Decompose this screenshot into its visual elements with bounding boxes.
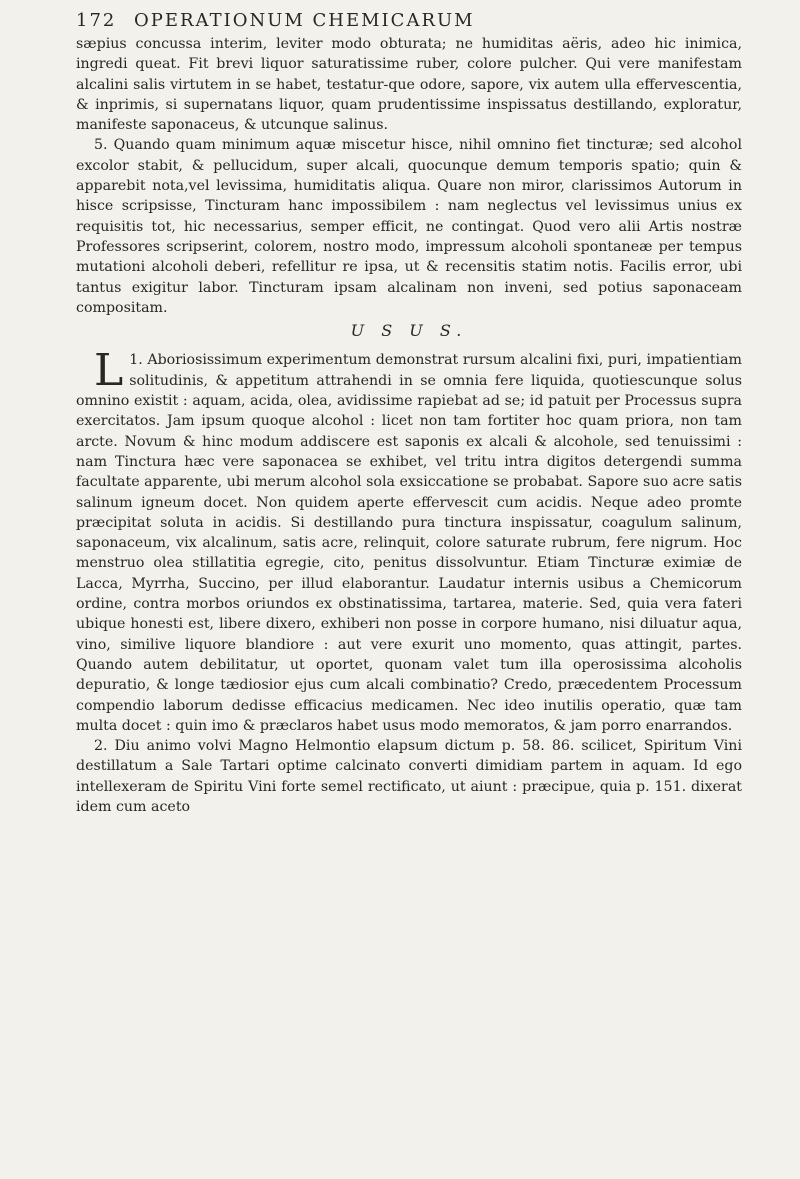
running-title: OPERATIONUM CHEMICARUM [134,10,475,31]
section-heading-usus: U S U S. [350,321,468,341]
paragraph-2: 2. Diu animo volvi Magno Helmontio elapsum dictum p. 58. 86. scilicet, Spiritum Vini destillatum a Sale Tartari optime calcinato converti dimidiam partem in aquam. Id ego intellexeram de Spiritu Vini forte semel rectificato, ut aiunt : præcipue, quia p. 151. dixerat idem cum aceto [76,738,742,815]
page-number: 172 [76,10,117,31]
running-header [76,10,742,34]
paragraph-5: 5. Quando quam minimum aquæ miscetur hisce, nihil omnino fiet tincturæ; sed alcohol excolor stabit, & pellucidum, super alcali, quocunque demum temporis spatio; quin & apparebit nota,vel levissima, humiditatis aliqua. Quare non miror, clarissimos Autorum in hisce scripsisse, Tincturam hanc impossibilem : nam neglectus vel levissimus unius ex requisitis tot, hic necessarius, semper efficit, ne contingat. Quod vero alii Artis nostræ Professores scripserint, colorem, nostro modo, impressum alcoholi spontaneæ per tempus mutationi alcoholi deberi, refellitur re ipsa, ut & recensitis statim notis. Facilis error, ubi tantus exigitur labor. Tincturam ipsam alcalinam non inveni, sed potius saponaceam compositam. [76,137,742,316]
drop-cap: L [94,345,124,397]
paragraph-1 [76,345,742,736]
paragraph-1-text: 1. Aboriosissimum experimentum demonstrat rursum alcalini fixi, puri, impatientiam solitudinis, & appetitum attrahendi in se omnia fere liquida, quotiescunque solus omnino existit : aquam, acida, olea, avidissime rapiebat ad se; id patuit per Processus supra exercitatos. Jam ipsum quoque alcohol : licet non tam fortiter hoc quam priora, non tam arcte. Novum & hinc modum addiscere est saponis ex alcali & alcohole, sed tenuissimi : nam Tinctura hæc vere saponacea se exhibet, vel tritu intra digitos detergendi summa facultate apparente, ubi merum alcohol sola exsiccatione se probabat. Sapore suo acre satis salinum igneum docet. Non quidem aperte effervescit cum acidis. Neque adeo promte præcipitat soluta in acidis. Si destillando pura tinctura inspissatur, coagulum salinum, saponaceum, vix alcalinum, satis acre, relinquit, colore saturate rubrum, fere nigrum. Hoc menstruo olea stillatitia egregie, cito, penitus dissolvuntur. Etiam Tincturæ eximiæ de Lacca, Myrrha, Succino, per illud elaborantur. Laudatur internis usibus a Chemicorum ordine, contra morbos oriundos ex obstinatissima, tartarea, materie. Sed, quia vera fateri ubique honesti est, libere dixero, exhiberi non posse in corpore humano, nisi diluatur aqua, vino, similive liquore blandiore : aut vere exurit uno momento, quas attingit, partes. Quando autem debilitatur, ut oportet, quonam valet tum illa operosissima alcoholis depuratio, & longe tædiosior ejus cum alcali combinatio? Credo, præcedentem Processum compendio laborum dedisse efficacius medicamen. Nec ideo inutilis operatio, quæ tam multa docet : quin imo & præclaros habet usus modo memoratos, & jam porro enarrandos. [76,352,742,734]
paragraph-continued: sæpius concussa interim, leviter modo obturata; ne humiditas aëris, adeo hic inimica, ingredi queat. Fit brevi liquor saturatissime ruber, colore pulcher. Qui vere manifestam alcalini salis virtutem in se habet, testatur-que odore, sapore, vix autem ulla effervescentia, & inprimis, si supernatans liquor, quam prudentissime inspissatus destillando, exploratur, manifeste saponaceus, & utcunque salinus. [76,36,742,134]
page-body [76,34,742,817]
